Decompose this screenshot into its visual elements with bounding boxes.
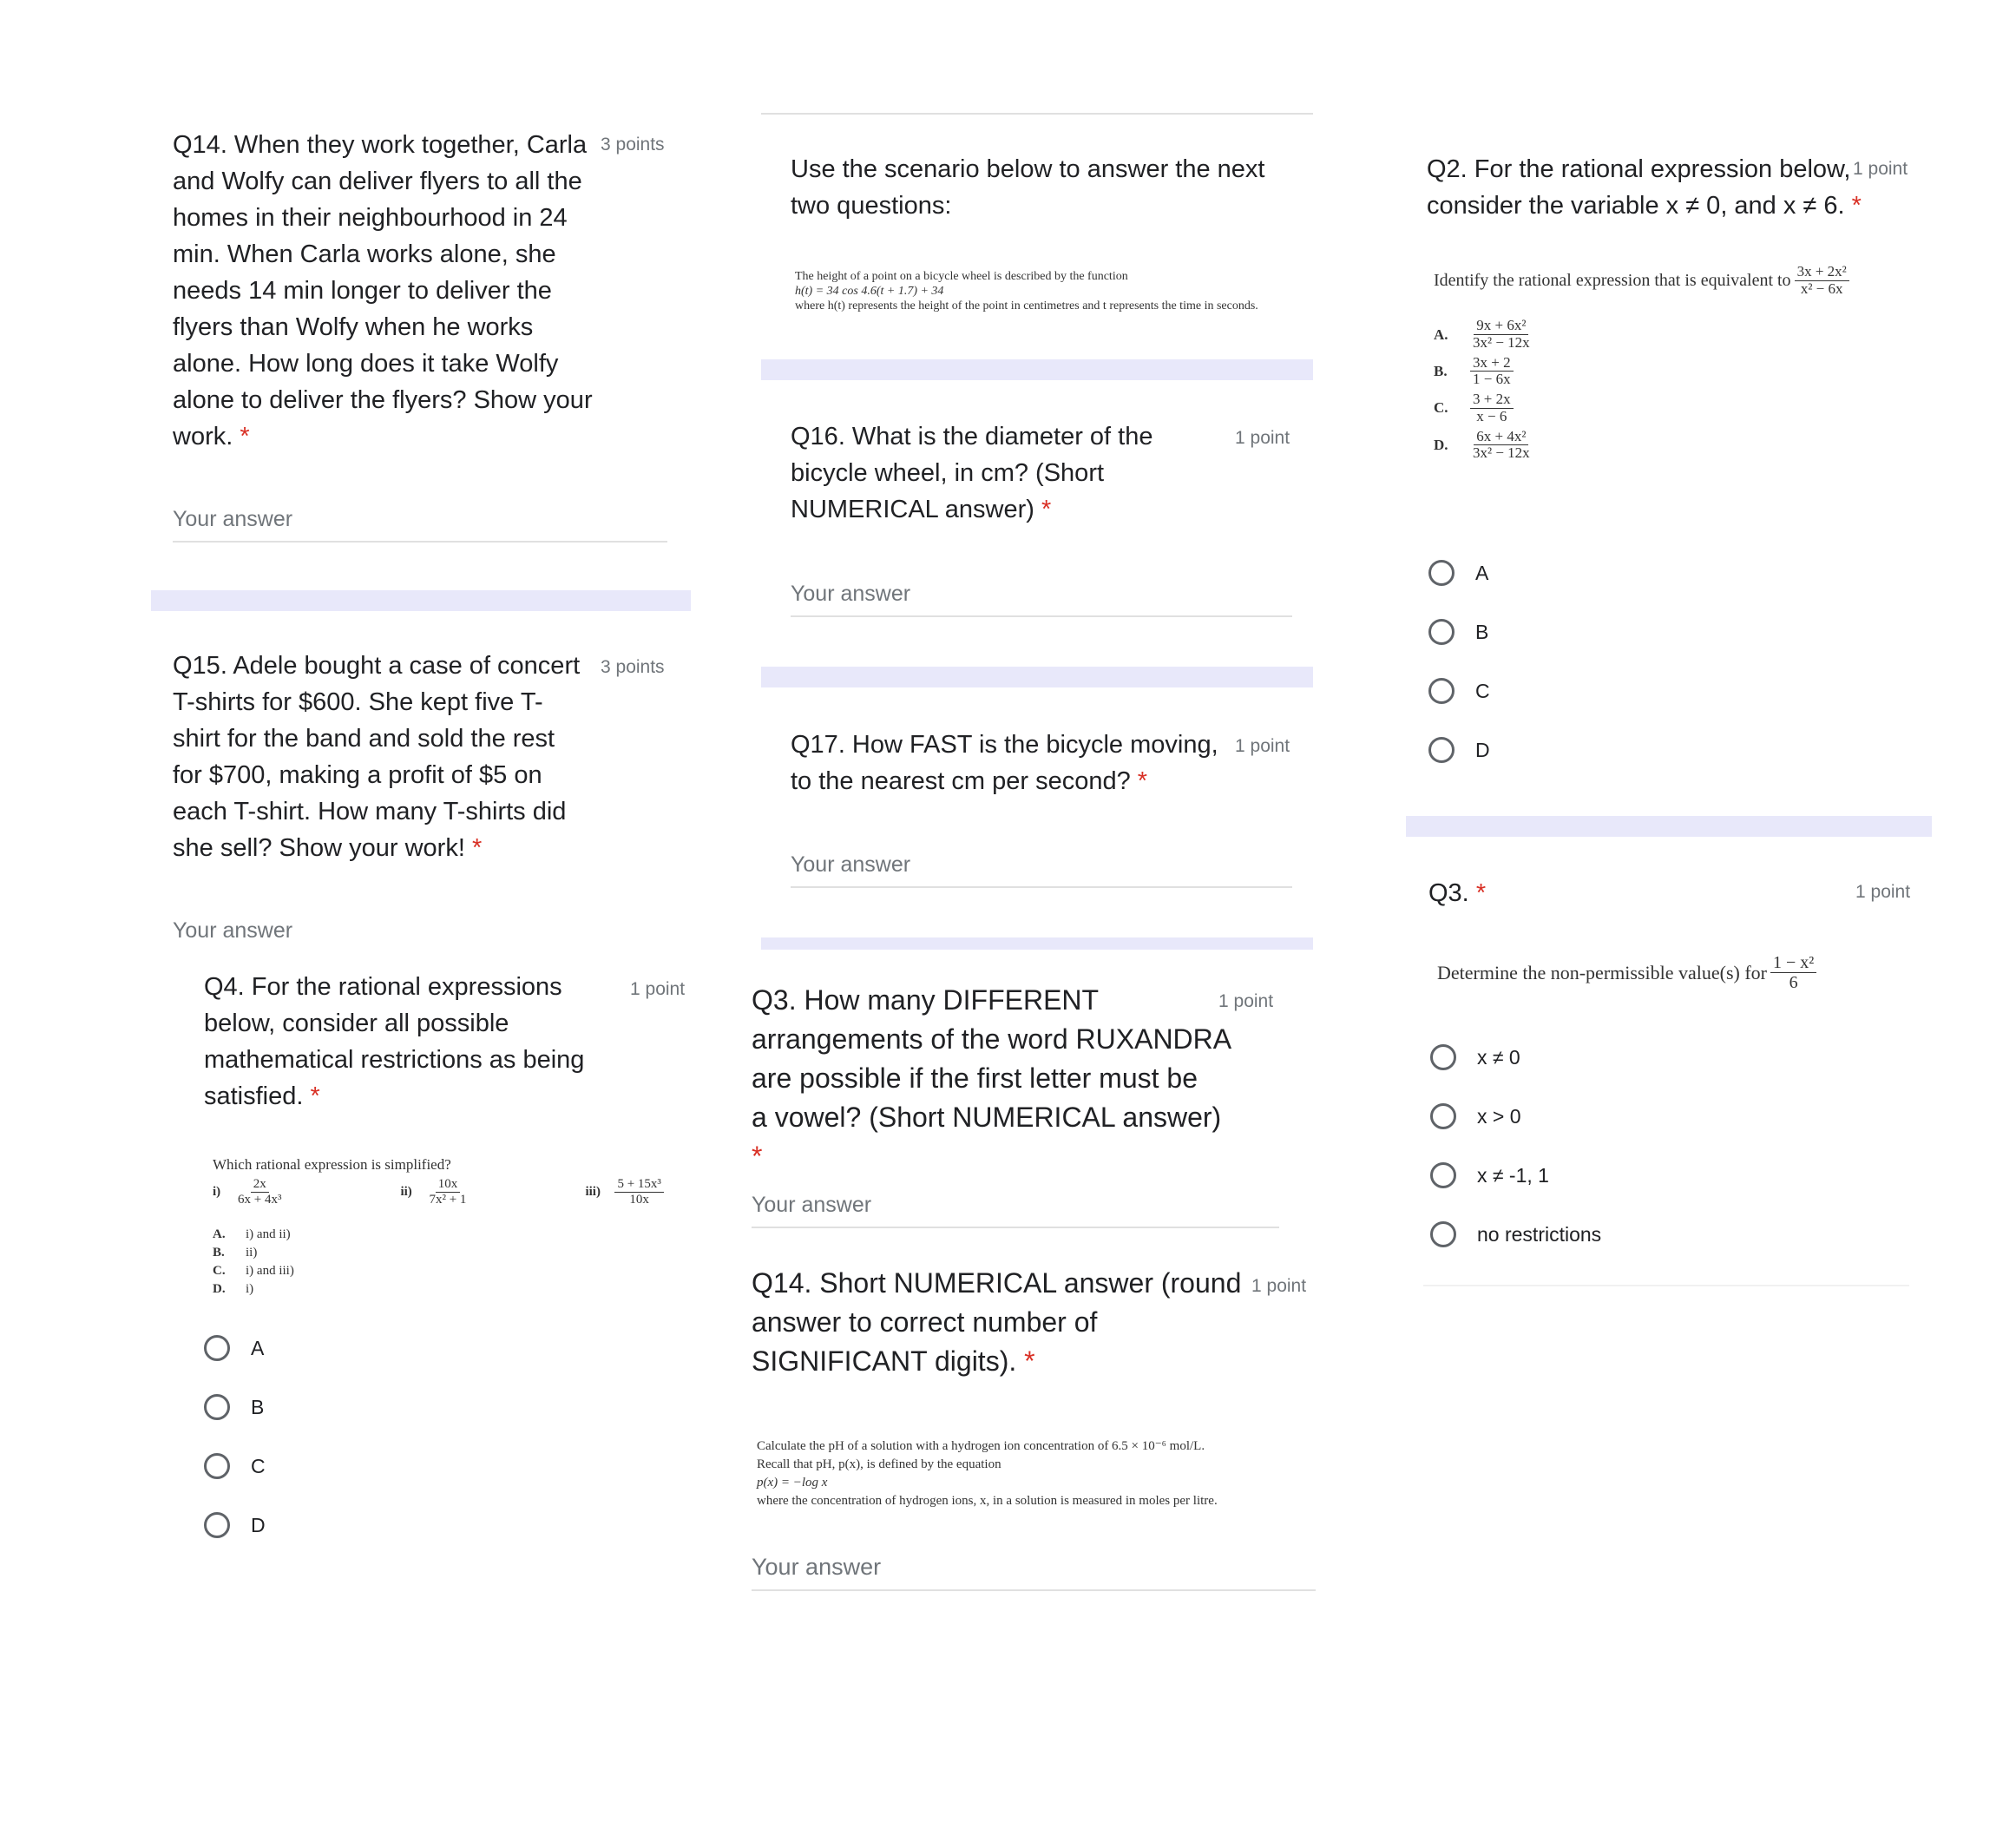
q14-title: Q14. When they work together, Carla and Wolfy can deliver flyers to all the homes in their neighbourhood in 24 min. When Carla works alone, she needs 14 min longer to deliver the flyers than Wolfy when he works alone. How long does it take Wolfy alone to deliver the flyers? Show your work. * <box>173 131 593 451</box>
q17-answer-input[interactable]: Your answer <box>791 852 1292 888</box>
q3b-question-image <box>1437 953 1906 992</box>
q14b-line-2: Recall that pH, p(x), is defined by the equation <box>757 1457 1001 1471</box>
scenario-line-1: The height of a point on a bicycle wheel is described by the function <box>795 270 1128 283</box>
expr-ii: $\frac{10x}{\text{7x² + 1}}$ <box>429 1177 467 1207</box>
q2-question-image <box>1434 264 1920 462</box>
q3b-prompt: Determine the non-permissible value(s) for <box>1437 961 1767 983</box>
radio-button[interactable] <box>1428 737 1455 763</box>
required-asterisk: * <box>1475 879 1487 907</box>
q14b-question-image <box>757 1437 1312 1510</box>
q3b-points: 1 point <box>1855 882 1911 902</box>
q3b-expression: $\frac{\text{1 − x²}}{6}$ <box>1770 953 1816 992</box>
q2-option-c[interactable]: C <box>1428 674 1490 708</box>
q2-option-d[interactable]: D <box>1428 733 1490 767</box>
q4-options <box>204 1331 266 1542</box>
q16-points: 1 point <box>1235 428 1290 448</box>
expr-iii-label: iii) <box>585 1184 601 1199</box>
q14b-title: Q14. Short NUMERICAL answer (round answer to correct number of SIGNIFICANT digits). * <box>752 1267 1242 1377</box>
section-divider <box>761 667 1313 687</box>
q3-title: Q3. How many DIFFERENT arrangements of the word RUXANDRA are possible if the first letter must be a vowel? (Short NUMERICAL answer) * <box>752 984 1232 1172</box>
radio-button[interactable] <box>204 1512 230 1538</box>
section-divider <box>1406 816 1932 837</box>
q4-option-a[interactable]: A <box>204 1331 266 1365</box>
required-asterisk: * <box>471 834 483 862</box>
radio-button[interactable] <box>1430 1044 1456 1070</box>
expr-iii: $\frac{\text{5 + 15x³}}{10x}$ <box>614 1177 663 1207</box>
q16-title: Q16. What is the diameter of the bicycle wheel, in cm? (Short NUMERICAL answer) * <box>791 423 1153 523</box>
radio-button[interactable] <box>1428 619 1455 645</box>
radio-button[interactable] <box>1428 560 1455 586</box>
expr-i-label: i) <box>213 1184 221 1199</box>
q2-choice-c: C. $\frac{3 + 2x}{x - 6}$ <box>1434 391 1920 424</box>
q14-answer-input[interactable]: Your answer <box>173 507 667 543</box>
q4-choice-d: D. i) <box>213 1282 254 1296</box>
scenario-title: Use the scenario below to answer the next two questions: <box>791 155 1265 220</box>
radio-button[interactable] <box>1430 1221 1456 1247</box>
q4-choice-b: B. ii) <box>213 1246 258 1260</box>
required-asterisk: * <box>240 423 250 451</box>
section-bottom-line <box>1423 1285 1909 1286</box>
q2-choice-d: D. $\frac{\text{6x + 4x²}}{\text{3x² − 12x}}$ <box>1434 427 1530 462</box>
q15-points: 3 points <box>601 657 665 677</box>
q14b-answer-input[interactable]: Your answer <box>752 1554 1316 1591</box>
section-top-line <box>761 113 1313 115</box>
q2-target-expression: $\frac{\text{3x + 2x²}}{\text{x² − 6x}}$ <box>1795 264 1849 297</box>
q15-answer-input[interactable]: Your answer <box>173 918 293 943</box>
section-divider <box>761 359 1313 380</box>
q14b-line-1: Calculate the pH of a solution with a hydrogen ion concentration of 6.5 × 10⁻⁶ mol/L. <box>757 1439 1205 1453</box>
q16-answer-input[interactable]: Your answer <box>791 582 1292 617</box>
radio-button[interactable] <box>1430 1103 1456 1129</box>
q4-title: Q4. For the rational expressions below, consider all possible mathematical restrictions as being satisfied. * <box>204 973 585 1110</box>
q4-option-b[interactable]: B <box>204 1390 266 1424</box>
radio-button[interactable] <box>1430 1162 1456 1188</box>
q14b-equation: p(x) = −log x <box>757 1476 828 1490</box>
q3b-option-2[interactable]: x > 0 <box>1430 1099 1601 1134</box>
section-divider <box>151 590 691 611</box>
q4-question-image <box>213 1156 673 1299</box>
q2-prompt: Identify the rational expression that is equivalent to <box>1434 270 1791 290</box>
q2-points: 1 point <box>1853 159 1908 179</box>
radio-button[interactable] <box>204 1335 230 1361</box>
q2-option-b[interactable]: B <box>1428 615 1490 649</box>
expr-i: $\frac{2x}{\text{6x + 4x³}}$ <box>238 1177 282 1207</box>
q14b-points: 1 point <box>1251 1276 1307 1296</box>
q2-option-a[interactable]: A <box>1428 556 1490 590</box>
q3b-option-1[interactable]: x ≠ 0 <box>1430 1040 1601 1075</box>
radio-button[interactable] <box>204 1453 230 1479</box>
radio-button[interactable] <box>204 1394 230 1420</box>
q4-choice-c: C. i) and iii) <box>213 1264 294 1278</box>
q4-option-d[interactable]: D <box>204 1508 266 1542</box>
radio-button[interactable] <box>1428 678 1455 704</box>
q4-points: 1 point <box>630 979 686 999</box>
required-asterisk: * <box>310 1082 320 1110</box>
q3b-option-4[interactable]: no restrictions <box>1430 1217 1601 1252</box>
q3-points: 1 point <box>1218 991 1274 1011</box>
q4-choice-a: A. i) and ii) <box>213 1227 291 1241</box>
expr-ii-label: ii) <box>400 1184 412 1199</box>
scenario-function: h(t) = 34 cos 4.6(t + 1.7) + 34 <box>795 285 944 298</box>
q2-options <box>1428 556 1490 767</box>
q4-option-c[interactable]: C <box>204 1449 266 1483</box>
q2-choice-a: A. $\frac{\text{9x + 6x²}}{\text{3x² − 12x}}$ <box>1434 317 1530 352</box>
q14b-line-4: where the concentration of hydrogen ions, x, in a solution is measured in moles per litre. <box>757 1494 1218 1508</box>
q2-title: Q2. For the rational expression below, consider the variable x ≠ 0, and x ≠ 6. * <box>1427 155 1862 220</box>
scenario-image <box>795 269 1316 313</box>
q4-prompt: Which rational expression is simplified? <box>213 1156 451 1173</box>
required-asterisk: * <box>752 1141 763 1172</box>
section-divider <box>761 937 1313 950</box>
q14-points: 3 points <box>601 135 665 155</box>
required-asterisk: * <box>1137 767 1148 795</box>
q17-points: 1 point <box>1235 736 1290 756</box>
q3b-option-3[interactable]: x ≠ -1, 1 <box>1430 1158 1601 1193</box>
scenario-line-3: where h(t) represents the height of the point in centimetres and t represents the time in seconds. <box>795 299 1258 312</box>
required-asterisk: * <box>1024 1345 1035 1377</box>
q15-title: Q15. Adele bought a case of concert T-shirts for $600. She kept five T- shirt for the band and sold the rest for $700, making a profit of $5 on each T-shirt. How many T-shirts did she sell? Show your work! * <box>173 652 581 862</box>
q3b-title: Q3. * <box>1428 879 1487 907</box>
required-asterisk: * <box>1851 192 1862 220</box>
q17-title: Q17. How FAST is the bicycle moving, to the nearest cm per second? * <box>791 731 1218 795</box>
q3-answer-input[interactable]: Your answer <box>752 1193 1279 1228</box>
q3b-options <box>1430 1040 1601 1252</box>
required-asterisk: * <box>1041 496 1052 523</box>
q2-choice-b: B. $\frac{3x + 2}{1 - 6x}$ <box>1434 355 1920 388</box>
